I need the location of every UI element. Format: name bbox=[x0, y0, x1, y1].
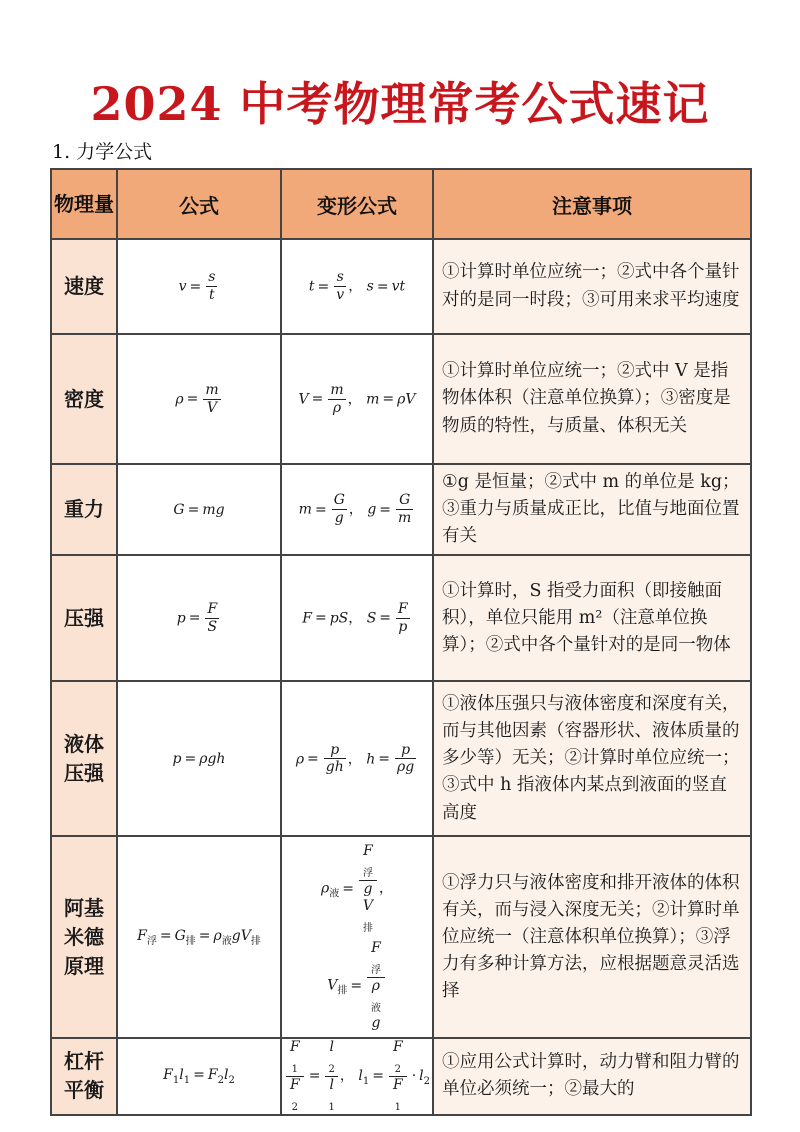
quantity-cell: 密度 bbox=[51, 334, 117, 464]
header-formula: 公式 bbox=[117, 169, 281, 239]
table-row bbox=[51, 334, 751, 464]
formula-table bbox=[50, 168, 752, 1116]
header-variant: 变形公式 bbox=[281, 169, 433, 239]
variant-formula-cell: ρ = $\frac{p}{gh}$ ， h = $\frac{p}{\rho g}$ bbox=[281, 681, 433, 836]
section-heading: 1. 力学公式 bbox=[52, 141, 153, 163]
quantity-cell: 重力 bbox=[51, 464, 117, 555]
formula-cell: p = $\frac{F}{S}$ bbox=[117, 555, 281, 681]
formula-cell: $F_浮 = G_排 = \rho_液gV_排$ bbox=[117, 836, 281, 1038]
notes-cell: ①g 是恒量；②式中 m 的单位是 kg；③重力与质量成正比，比值与地面位置有关 bbox=[433, 464, 751, 555]
quantity-cell: 液体压强 bbox=[51, 681, 117, 836]
notes-cell: ①应用公式计算时，动力臂和阻力臂的单位必须统一；②最大的 bbox=[433, 1038, 751, 1114]
quantity-cell: 阿基米德原理 bbox=[51, 836, 117, 1038]
notes-cell: ①计算时单位应统一；②式中各个量针对的是同一时段；③可用来求平均速度 bbox=[433, 239, 751, 334]
formula-cell: G = mg bbox=[117, 464, 281, 555]
quantity-cell: 压强 bbox=[51, 555, 117, 681]
table-row bbox=[51, 464, 751, 555]
table-row bbox=[51, 1038, 751, 1114]
table-row bbox=[51, 555, 751, 681]
notes-cell: ①计算时，S 指受力面积（即接触面积），单位只能用 m²（注意单位换算）；②式中各个量针对的是同一物体 bbox=[433, 555, 751, 681]
variant-formula-cell: F = pS， S = $\frac{F}{p}$ bbox=[281, 555, 433, 681]
formula-cell: ρ = $\frac{m}{V}$ bbox=[117, 334, 281, 464]
formula-cell: v = $\frac{s}{t}$ bbox=[117, 239, 281, 334]
variant-formula-cell: $\rho_液$ = F $_浮$ g V $_排$ ， $V_排$ = F $_浮$ ρ $_液$ g bbox=[281, 836, 433, 1038]
table-row bbox=[51, 681, 751, 836]
page-title: 2024 中考物理常考公式速记 bbox=[90, 77, 710, 131]
header-quantity: 物理量 bbox=[51, 169, 117, 239]
variant-formula-cell: V = $\frac{m}{\rho}$ ， m = ρV bbox=[281, 334, 433, 464]
formula-cell: $F_1l_1 = F_2l_2$ bbox=[117, 1038, 281, 1114]
notes-cell: ①液体压强只与液体密度和深度有关，而与其他因素（容器形状、液体质量的多少等）无关；②计算时单位应统一；③式中 h 指液体内某点到液面的竖直高度 bbox=[433, 681, 751, 836]
variant-formula-cell: t = $\frac{s}{v}$ ， s = vt bbox=[281, 239, 433, 334]
notes-cell: ①计算时单位应统一；②式中 V 是指物体体积（注意单位换算）；③密度是物质的特性，与质量、体积无关 bbox=[433, 334, 751, 464]
variant-formula-cell: F $_1$ F $_2$ = l $_2$ l $_1$ ， $l_1$ = F $_2$ F $_1$ · $l_2$ bbox=[281, 1038, 433, 1114]
quantity-cell: 杠杆平衡 bbox=[51, 1038, 117, 1114]
notes-cell: ①浮力只与液体密度和排开液体的体积有关，而与浸入深度无关；②计算时单位应统一（注意体积单位换算）；③浮力有多种计算方法，应根据题意灵活选择 bbox=[433, 836, 751, 1038]
variant-formula-cell: m = $\frac{G}{g}$ ， g = $\frac{G}{m}$ bbox=[281, 464, 433, 555]
table-row bbox=[51, 836, 751, 1038]
formula-cell: p = ρgh bbox=[117, 681, 281, 836]
quantity-cell: 速度 bbox=[51, 239, 117, 334]
header-notes: 注意事项 bbox=[433, 169, 751, 239]
table-header-row bbox=[51, 169, 751, 239]
table-row bbox=[51, 239, 751, 334]
